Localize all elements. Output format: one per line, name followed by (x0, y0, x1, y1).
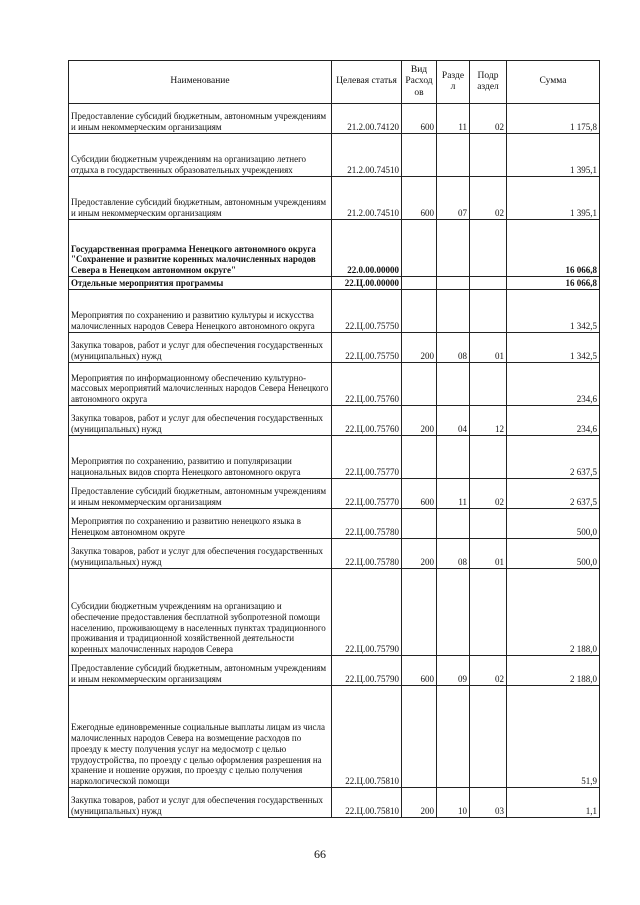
row-expense-type: 600 (402, 479, 437, 509)
row-target-article: 22.Ц.00.75790 (332, 569, 402, 656)
row-subsection (470, 363, 507, 406)
row-name: Закупка товаров, работ и услуг для обеспечения государственных (муниципальных) нужд (69, 788, 332, 818)
table-row (69, 509, 600, 539)
row-name: Субсидии бюджетным учреждениям на организацию летнего отдыха в государственных образовательных учреждениях (69, 134, 332, 177)
row-subsection (470, 220, 507, 277)
table-row (69, 406, 600, 436)
row-subsection: 02 (470, 104, 507, 134)
row-name: Мероприятия по информационному обеспечению культурно-массовых мероприятий малочисленных народов Севера Ненецкого автономного округа (69, 363, 332, 406)
row-subsection: 01 (470, 539, 507, 569)
row-target-article: 22.Ц.00.75760 (332, 363, 402, 406)
row-expense-type (402, 277, 437, 290)
row-name: Мероприятия по сохранению и развитию культуры и искусства малочисленных народов Севера Ненецкого автономного округа (69, 290, 332, 333)
row-subsection (470, 436, 507, 479)
row-amount: 2 637,5 (507, 436, 600, 479)
row-section (437, 436, 470, 479)
table-row (69, 363, 600, 406)
row-section: 11 (437, 479, 470, 509)
row-amount: 1 342,5 (507, 290, 600, 333)
row-expense-type (402, 290, 437, 333)
row-name: Предоставление субсидий бюджетным, автономным учреждениям и иным некоммерческим организациям (69, 177, 332, 220)
row-target-article: 22.Ц.00.75750 (332, 333, 402, 363)
row-name: Закупка товаров, работ и услуг для обеспечения государственных (муниципальных) нужд (69, 539, 332, 569)
header-section: Разде л (437, 61, 470, 104)
row-name: Предоставление субсидий бюджетным, автономным учреждениям и иным некоммерческим организациям (69, 104, 332, 134)
row-target-article: 22.Ц.00.75760 (332, 406, 402, 436)
row-name: Ежегодные единовременные социальные выплаты лицам из числа малочисленных народов Севера на возмещение расходов по проезду к месту получения услуг на медосмотр с целью трудоустройства, по проезду с целью оформления разрешения на хранение и ношение оружия, по проезду с целью получения наркологической помощи (69, 686, 332, 788)
row-amount: 1 395,1 (507, 177, 600, 220)
table-row (69, 333, 600, 363)
row-subsection (470, 509, 507, 539)
row-subsection: 03 (470, 788, 507, 818)
header-name: Наименование (69, 61, 332, 104)
row-target-article: 21.2.00.74510 (332, 134, 402, 177)
row-target-article: 22.Ц.00.75780 (332, 539, 402, 569)
row-target-article: 21.2.00.74510 (332, 177, 402, 220)
row-section (437, 509, 470, 539)
table-row (69, 686, 600, 788)
row-name: Предоставление субсидий бюджетным, автономным учреждениям и иным некоммерческим организациям (69, 479, 332, 509)
row-amount: 500,0 (507, 509, 600, 539)
table-row (69, 290, 600, 333)
row-name: Предоставление субсидий бюджетным, автономным учреждениям и иным некоммерческим организациям (69, 656, 332, 686)
row-subsection (470, 277, 507, 290)
table-row (69, 104, 600, 134)
row-amount: 1 175,8 (507, 104, 600, 134)
row-amount: 16 066,8 (507, 277, 600, 290)
row-section (437, 686, 470, 788)
table-row (69, 539, 600, 569)
row-section (437, 363, 470, 406)
row-expense-type: 600 (402, 104, 437, 134)
table-row (69, 177, 600, 220)
row-section: 04 (437, 406, 470, 436)
row-name: Закупка товаров, работ и услуг для обеспечения государственных (муниципальных) нужд (69, 406, 332, 436)
table-row (69, 436, 600, 479)
header-expense-type: Вид Расход ов (402, 61, 437, 104)
row-amount: 500,0 (507, 539, 600, 569)
row-subsection (470, 290, 507, 333)
row-expense-type (402, 509, 437, 539)
header-target-article: Целевая статья (332, 61, 402, 104)
row-subsection (470, 134, 507, 177)
row-section (437, 134, 470, 177)
row-amount: 2 188,0 (507, 569, 600, 656)
row-section: 08 (437, 539, 470, 569)
header-row (69, 61, 600, 104)
row-target-article: 22.Ц.00.75790 (332, 656, 402, 686)
row-subsection: 12 (470, 406, 507, 436)
row-target-article: 22.Ц.00.75770 (332, 436, 402, 479)
row-amount: 51,9 (507, 686, 600, 788)
row-target-article: 22.0.00.00000 (332, 220, 402, 277)
header-amount: Сумма (507, 61, 600, 104)
budget-table (68, 60, 600, 818)
table-row (69, 220, 600, 277)
row-expense-type (402, 686, 437, 788)
row-subsection: 02 (470, 479, 507, 509)
table-row (69, 569, 600, 656)
row-section: 08 (437, 333, 470, 363)
row-section: 11 (437, 104, 470, 134)
row-target-article: 22.Ц.00.75780 (332, 509, 402, 539)
row-section (437, 290, 470, 333)
row-expense-type (402, 363, 437, 406)
row-expense-type (402, 436, 437, 479)
row-expense-type: 600 (402, 656, 437, 686)
row-amount: 2 637,5 (507, 479, 600, 509)
table-row (69, 788, 600, 818)
row-subsection: 02 (470, 177, 507, 220)
row-name: Закупка товаров, работ и услуг для обеспечения государственных (муниципальных) нужд (69, 333, 332, 363)
row-name: Субсидии бюджетным учреждениям на организацию и обеспечение предоставления бесплатной зубопротезной помощи населению, проживающему в населенных пунктах традиционного проживания и традиционной хозяйственной деятельности коренных малочисленных народов Севера (69, 569, 332, 656)
table-row (69, 134, 600, 177)
row-target-article: 22.Ц.00.75750 (332, 290, 402, 333)
row-target-article: 22.Ц.00.75810 (332, 788, 402, 818)
row-expense-type: 600 (402, 177, 437, 220)
row-section: 10 (437, 788, 470, 818)
row-expense-type: 200 (402, 539, 437, 569)
row-section (437, 277, 470, 290)
row-amount: 1,1 (507, 788, 600, 818)
table-row (69, 479, 600, 509)
row-amount: 1 395,1 (507, 134, 600, 177)
row-amount: 2 188,0 (507, 656, 600, 686)
row-expense-type (402, 220, 437, 277)
row-target-article: 22.Ц.00.00000 (332, 277, 402, 290)
row-target-article: 22.Ц.00.75770 (332, 479, 402, 509)
row-target-article: 21.2.00.74120 (332, 104, 402, 134)
row-section (437, 569, 470, 656)
header-subsection: Подр аздел (470, 61, 507, 104)
table-row (69, 277, 600, 290)
row-amount: 16 066,8 (507, 220, 600, 277)
row-subsection: 01 (470, 333, 507, 363)
row-expense-type (402, 134, 437, 177)
row-amount: 1 342,5 (507, 333, 600, 363)
row-expense-type: 200 (402, 406, 437, 436)
row-name: Мероприятия по сохранению, развитию и популяризации национальных видов спорта Ненецкого автономного округа (69, 436, 332, 479)
row-name: Мероприятия по сохранению и развитию ненецкого языка в Ненецком автономном округе (69, 509, 332, 539)
row-section: 07 (437, 177, 470, 220)
row-amount: 234,6 (507, 363, 600, 406)
row-amount: 234,6 (507, 406, 600, 436)
row-subsection (470, 569, 507, 656)
row-expense-type: 200 (402, 788, 437, 818)
row-name: Отдельные мероприятия программы (69, 277, 332, 290)
page-number: 66 (314, 847, 326, 861)
row-subsection: 02 (470, 656, 507, 686)
row-name: Государственная программа Ненецкого автономного округа "Сохранение и развитие коренных малочисленных народов Севера в Ненецком автономном округе" (69, 220, 332, 277)
row-expense-type: 200 (402, 333, 437, 363)
row-target-article: 22.Ц.00.75810 (332, 686, 402, 788)
row-section (437, 220, 470, 277)
row-subsection (470, 686, 507, 788)
row-section: 09 (437, 656, 470, 686)
row-expense-type (402, 569, 437, 656)
table-row (69, 656, 600, 686)
